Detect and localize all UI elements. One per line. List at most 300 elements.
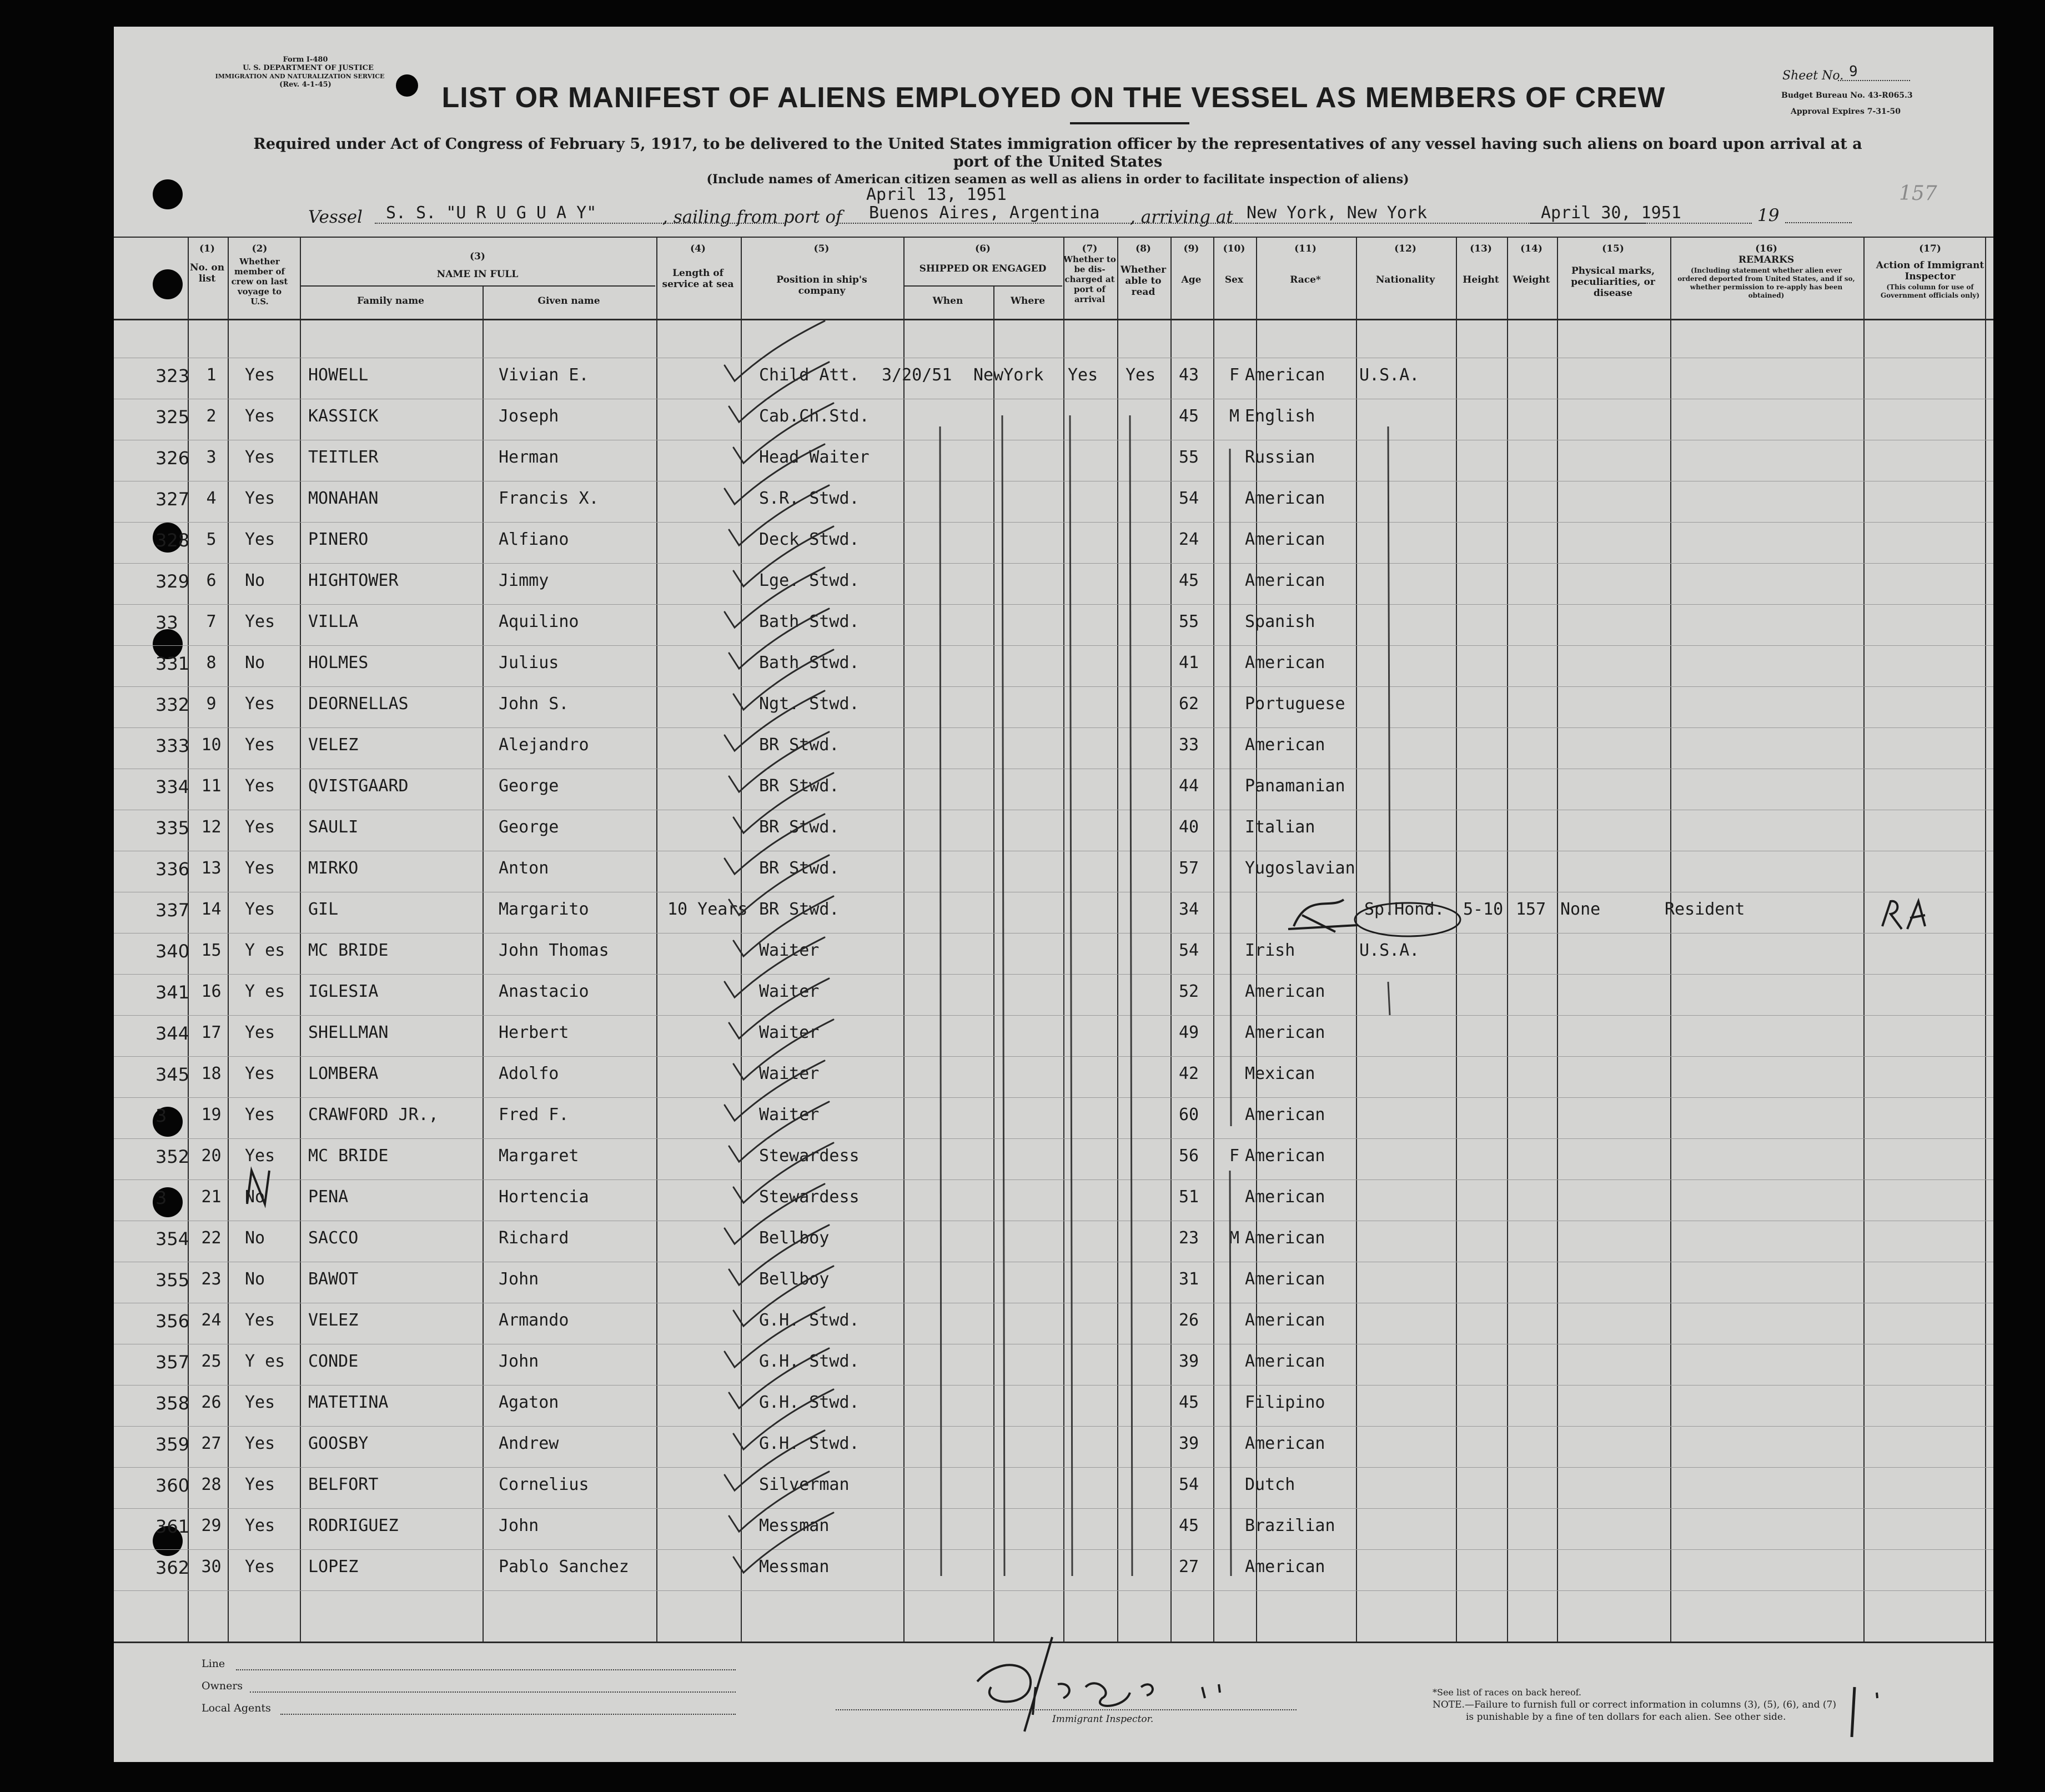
line-number: 356 — [155, 1311, 190, 1332]
cell-no: 28 — [201, 1475, 222, 1494]
line-number: 3 — [155, 1105, 167, 1126]
owners-label: Owners — [202, 1680, 243, 1692]
cell-age: 57 — [1179, 859, 1199, 878]
cell-height: 5-10 — [1463, 900, 1504, 919]
cell-race: American — [1245, 1434, 1325, 1453]
cell-prev: Yes — [245, 1146, 275, 1166]
line-number: 341 — [155, 982, 190, 1003]
cell-prev: Yes — [245, 900, 275, 919]
cell-age: 55 — [1179, 448, 1199, 467]
cell-family: HOWELL — [308, 365, 369, 385]
cell-family: RODRIGUEZ — [308, 1516, 399, 1535]
col14-number: (14) — [1520, 243, 1542, 254]
cell-prev: Yes — [245, 1475, 275, 1494]
cell-race: American — [1245, 1023, 1325, 1042]
cell-no: 16 — [201, 982, 222, 1001]
cell-family: HOLMES — [308, 653, 369, 672]
col11-number: (11) — [1294, 243, 1317, 254]
cell-sex: M — [1229, 406, 1240, 426]
cell-no: 21 — [201, 1187, 222, 1207]
line-number: 33 — [155, 612, 178, 633]
cell-given: Jimmy — [499, 571, 549, 590]
line-underline — [236, 1669, 736, 1670]
cell-no: 10 — [201, 735, 222, 755]
cell-position: Lge. Stwd. — [759, 571, 860, 590]
cell-no: 8 — [206, 653, 217, 672]
cell-prev: Yes — [245, 612, 275, 631]
cell-family: TEITLER — [308, 448, 379, 467]
cell-position: Waiter — [759, 982, 820, 1001]
cell-race: Filipino — [1245, 1393, 1325, 1412]
cell-race: American — [1245, 735, 1325, 755]
line-number: 360 — [155, 1475, 190, 1496]
budget-bureau: Budget Bureau No. 43-R065.3 — [1781, 91, 1913, 100]
cell-position: S.R. Stwd. — [759, 489, 860, 508]
line-number: 331 — [155, 653, 190, 674]
line-number: 323 — [155, 365, 190, 386]
cell-position: G.H. Stwd. — [759, 1393, 860, 1412]
cell-given: Herman — [499, 448, 559, 467]
cell-position: Waiter — [759, 1064, 820, 1083]
cell-no: 12 — [201, 817, 222, 837]
line-number: 327 — [155, 489, 190, 510]
line-number: 336 — [155, 859, 190, 880]
revision: (Rev. 4-1-45) — [279, 81, 331, 89]
cell-given: Agaton — [499, 1393, 559, 1412]
cell-race: American — [1245, 571, 1325, 590]
sheet-number-label: Sheet No. — [1782, 69, 1844, 83]
cell-age: 62 — [1179, 694, 1199, 714]
cell-prev: Yes — [245, 1393, 275, 1412]
cell-race: Yugoslavian — [1245, 859, 1355, 878]
sailing-date: April 13, 1951 — [866, 185, 1007, 204]
cell-family: MC BRIDE — [308, 1146, 389, 1166]
cell-age: 24 — [1179, 530, 1199, 549]
col5-header: Position in ship's company — [776, 274, 867, 297]
cell-family: QVISTGAARD — [308, 776, 409, 796]
col16-number: (16) — [1755, 243, 1777, 254]
cell-position: G.H. Stwd. — [759, 1434, 860, 1453]
agents-underline — [280, 1714, 736, 1715]
cell-given: Margaret — [499, 1146, 579, 1166]
cell-given: Richard — [499, 1228, 569, 1248]
cell-no: 5 — [206, 530, 217, 549]
cell-position: Ngt. Stwd. — [759, 694, 860, 714]
cell-race: English — [1245, 406, 1315, 426]
cell-given: Julius — [499, 653, 559, 672]
arrival-date: April 30, 1951 — [1530, 203, 1752, 224]
cell-race: American — [1245, 530, 1325, 549]
cell-position: Head Waiter — [759, 448, 870, 467]
cell-age: 26 — [1179, 1311, 1199, 1330]
cell-remarks: Resident — [1665, 900, 1745, 919]
cell-given: John Thomas — [499, 941, 609, 960]
cell-prev: No — [245, 1187, 265, 1207]
cell-disch: Yes — [1068, 365, 1098, 385]
col12-header: Nationality — [1375, 274, 1435, 285]
cell-position: Bath Stwd. — [759, 612, 860, 631]
cell-age: 52 — [1179, 982, 1199, 1001]
cell-position: BR Stwd. — [759, 776, 840, 796]
col16-header: REMARKS — [1738, 254, 1795, 265]
col10-number: (10) — [1223, 243, 1245, 254]
cell-race: American — [1245, 1228, 1325, 1248]
col12-number: (12) — [1394, 243, 1416, 254]
cell-position: BR Stwd. — [759, 817, 840, 837]
cell-no: 18 — [201, 1064, 222, 1083]
cell-age: 56 — [1179, 1146, 1199, 1166]
cell-position: Messman — [759, 1516, 830, 1535]
cell-prev: Yes — [245, 406, 275, 426]
cell-given: George — [499, 776, 559, 796]
cell-no: 7 — [206, 612, 217, 631]
fine-note: is punishable by a fine of ten dollars for each alien. See other side. — [1466, 1711, 1786, 1723]
cell-age: 42 — [1179, 1064, 1199, 1083]
page-title: LIST OR MANIFEST OF ALIENS EMPLOYED ON THE VESSEL AS MEMBERS OF CREW — [441, 82, 1666, 114]
cell-race: Mexican — [1245, 1064, 1315, 1083]
cell-position: Waiter — [759, 1105, 820, 1125]
col13-number: (13) — [1470, 243, 1492, 254]
cell-race: Portuguese — [1245, 694, 1345, 714]
col5-number: (5) — [813, 243, 830, 254]
cell-race: American — [1245, 365, 1325, 385]
cell-no: 14 — [201, 900, 222, 919]
cell-age: 54 — [1179, 941, 1199, 960]
line-number: 344 — [155, 1023, 190, 1044]
cell-prev: Yes — [245, 448, 275, 467]
cell-age: 43 — [1179, 365, 1199, 385]
cell-age: 54 — [1179, 1475, 1199, 1494]
cell-race: Irish — [1245, 941, 1295, 960]
cell-no: 27 — [201, 1434, 222, 1453]
cell-nat: U.S.A. — [1359, 941, 1420, 960]
col10-header: Sex — [1224, 274, 1244, 285]
cell-given: John — [499, 1352, 539, 1371]
line-number: 326 — [155, 448, 190, 469]
cell-age: 45 — [1179, 571, 1199, 590]
cell-race: American — [1245, 1269, 1325, 1289]
cell-given: John — [499, 1269, 539, 1289]
cell-family: GIL — [308, 900, 339, 919]
cell-family: VILLA — [308, 612, 359, 631]
cell-prev: Yes — [245, 489, 275, 508]
arriving-label: , arriving at — [1130, 207, 1233, 227]
local-agents-label: Local Agents — [202, 1702, 271, 1714]
cell-prev: Yes — [245, 859, 275, 878]
approval-expires: Approval Expires 7-31-50 — [1791, 107, 1901, 116]
col2-number: (2) — [252, 243, 268, 254]
cell-age: 31 — [1179, 1269, 1199, 1289]
cell-given: John S. — [499, 694, 569, 714]
col3-header: NAME IN FULL — [436, 269, 519, 280]
cell-age: 45 — [1179, 406, 1199, 426]
col16-note: (Including statement whether alien ever ordered deported from United States, and if so, whether permission to re-apply has been obtained) — [1677, 267, 1855, 299]
cell-prev: No — [245, 1269, 265, 1289]
cell-family: SACCO — [308, 1228, 359, 1248]
cell-no: 11 — [201, 776, 222, 796]
col15-number: (15) — [1602, 243, 1624, 254]
col6-number: (6) — [975, 243, 991, 254]
cell-prev: Yes — [245, 365, 275, 385]
cell-prev: Yes — [245, 694, 275, 714]
year-suffix: 19 — [1757, 205, 1780, 225]
required-under-act: Required under Act of Congress of February 5, 1917, to be delivered to the United States immigration officer by the representatives of any vessel having such aliens on board upon arrival at a — [253, 135, 1862, 153]
cell-prev: Yes — [245, 1557, 275, 1577]
sailing-port: Buenos Aires, Argentina — [836, 203, 1258, 224]
col17-header: Action of Immigrant Inspector — [1876, 260, 1984, 282]
line-label: Line — [202, 1658, 225, 1670]
cell-age: 27 — [1179, 1557, 1199, 1577]
cell-sex: M — [1229, 1228, 1240, 1248]
cell-race: Brazilian — [1245, 1516, 1335, 1535]
service-name: IMMIGRATION AND NATURALIZATION SERVICE — [215, 73, 385, 80]
cell-age: 40 — [1179, 817, 1199, 837]
cell-no: 19 — [201, 1105, 222, 1125]
cell-prev: No — [245, 571, 265, 590]
col4-number: (4) — [690, 243, 706, 254]
cell-service: 10 Years — [667, 900, 748, 919]
col13-header: Height — [1463, 274, 1499, 285]
cell-prev: No — [245, 1228, 265, 1248]
cell-given: Francis X. — [499, 489, 599, 508]
cell-position: Stewardess — [759, 1146, 860, 1166]
cell-family: PENA — [308, 1187, 349, 1207]
corner-number: 157 — [1899, 182, 1937, 205]
line-number: 362 — [155, 1557, 190, 1578]
cell-age: 41 — [1179, 653, 1199, 672]
col6-header: SHIPPED OR ENGAGED — [919, 263, 1047, 274]
cell-family: MATETINA — [308, 1393, 389, 1412]
failure-note: NOTE.—Failure to furnish full or correct information in columns (3), (5), (6), and (7) — [1433, 1699, 1836, 1710]
cell-family: PINERO — [308, 530, 369, 549]
cell-given: Fred F. — [499, 1105, 569, 1125]
col9-header: Age — [1181, 274, 1202, 285]
cell-position: BR Stwd. — [759, 900, 840, 919]
cell-given: Armando — [499, 1311, 569, 1330]
cell-prev: Yes — [245, 1516, 275, 1535]
line-number: 355 — [155, 1269, 190, 1291]
cell-nat: U.S.A. — [1359, 365, 1420, 385]
cell-family: BAWOT — [308, 1269, 359, 1289]
cell-sex: F — [1229, 1146, 1240, 1166]
cell-age: 54 — [1179, 489, 1199, 508]
manifest-sheet — [114, 27, 1993, 1762]
cell-family: DEORNELLAS — [308, 694, 409, 714]
cell-family: VELEZ — [308, 735, 359, 755]
vessel-name: S. S. "U R U G U A Y" — [375, 203, 786, 224]
cell-given: Hortencia — [499, 1187, 589, 1207]
cell-prev: Yes — [245, 530, 275, 549]
cell-age: 60 — [1179, 1105, 1199, 1125]
cell-family: CONDE — [308, 1352, 359, 1371]
arriving-port: New York, New York — [1235, 203, 1646, 224]
col2-header: Whether member of crew on last voyage to U.S. — [231, 257, 288, 307]
cell-prev: Yes — [245, 1023, 275, 1042]
col11-header: Race* — [1290, 274, 1321, 285]
cell-age: 39 — [1179, 1434, 1199, 1453]
sheet-number: 9 — [1838, 63, 1910, 81]
cell-race: Italian — [1245, 817, 1315, 837]
cell-family: BELFORT — [308, 1475, 379, 1494]
cell-family: HIGHTOWER — [308, 571, 399, 590]
cell-given: Anastacio — [499, 982, 589, 1001]
cell-marks: None — [1560, 900, 1601, 919]
cell-race: American — [1245, 1146, 1325, 1166]
races-note: *See list of races on back hereof. — [1433, 1687, 1582, 1698]
cell-given: Adolfo — [499, 1064, 559, 1083]
include-note: (Include names of American citizen seamen as well as aliens in order to facilitate inspection of aliens) — [706, 172, 1409, 187]
cell-position: Child Att. — [759, 365, 860, 385]
cell-family: MONAHAN — [308, 489, 379, 508]
sailing-label: , sailing from port of — [662, 207, 842, 227]
cell-no: 1 — [206, 365, 217, 385]
line-number: 335 — [155, 817, 190, 839]
cell-race: Dutch — [1245, 1475, 1295, 1494]
cell-position: Bath Stwd. — [759, 653, 860, 672]
cell-race: American — [1245, 1187, 1325, 1207]
cell-race: American — [1245, 489, 1325, 508]
cell-no: 20 — [201, 1146, 222, 1166]
cell-given: Herbert — [499, 1023, 569, 1042]
cell-no: 29 — [201, 1516, 222, 1535]
cell-given: Vivian E. — [499, 365, 589, 385]
cell-prev: Y es — [245, 1352, 285, 1371]
cell-weight: 157 — [1516, 900, 1546, 919]
cell-given: Aquilino — [499, 612, 579, 631]
cell-position: Waiter — [759, 1023, 820, 1042]
vessel-label: Vessel — [308, 207, 363, 227]
cell-no: 3 — [206, 448, 217, 467]
cell-position: Deck Stwd. — [759, 530, 860, 549]
col14-header: Weight — [1513, 274, 1550, 285]
col17-number: (17) — [1919, 243, 1941, 254]
cell-no: 22 — [201, 1228, 222, 1248]
cell-race: American — [1245, 1352, 1325, 1371]
cell-prev: Yes — [245, 817, 275, 837]
cell-given: Alejandro — [499, 735, 589, 755]
cell-position: Waiter — [759, 941, 820, 960]
col4-header: Length of service at sea — [662, 268, 734, 290]
cell-no: 2 — [206, 406, 217, 426]
line-number: 345 — [155, 1064, 190, 1085]
cell-prev: Yes — [245, 1311, 275, 1330]
cell-family: LOPEZ — [308, 1557, 359, 1577]
cell-position: Stewardess — [759, 1187, 860, 1207]
line-number: 337 — [155, 900, 190, 921]
cell-sex: F — [1229, 365, 1240, 385]
col6b-header: Where — [1010, 295, 1046, 307]
cell-race: American — [1245, 1311, 1325, 1330]
cell-given: Joseph — [499, 406, 559, 426]
cell-position: G.H. Stwd. — [759, 1311, 860, 1330]
col8-number: (8) — [1135, 243, 1151, 254]
line-number: 357 — [155, 1352, 190, 1373]
cell-given: Anton — [499, 859, 549, 878]
inspector-label: Immigrant Inspector. — [1052, 1714, 1154, 1725]
cell-no: 24 — [201, 1311, 222, 1330]
cell-race: American — [1245, 982, 1325, 1001]
line-number: 3 — [155, 1187, 167, 1208]
col3-number: (3) — [470, 251, 485, 262]
cell-no: 6 — [206, 571, 217, 590]
cell-prev: Yes — [245, 776, 275, 796]
cell-position: BR Stwd. — [759, 859, 840, 878]
line-number: 325 — [155, 406, 190, 428]
col3a-header: Family name — [356, 295, 425, 307]
cell-read: Yes — [1125, 365, 1156, 385]
cell-family: SAULI — [308, 817, 359, 837]
cell-prev: No — [245, 653, 265, 672]
line-number: 333 — [155, 735, 190, 756]
cell-family: GOOSBY — [308, 1434, 369, 1453]
line-number: 352 — [155, 1146, 190, 1167]
cell-family: MC BRIDE — [308, 941, 389, 960]
cell-no: 13 — [201, 859, 222, 878]
cell-age: 34 — [1179, 900, 1199, 919]
cell-age: 51 — [1179, 1187, 1199, 1207]
inspector-signature-line — [836, 1709, 1297, 1710]
cell-family: LOMBERA — [308, 1064, 379, 1083]
col7-header: Whether to be dis-charged at port of arrival — [1063, 254, 1116, 304]
cell-no: 26 — [201, 1393, 222, 1412]
cell-prev: Y es — [245, 941, 285, 960]
line-number: 329 — [155, 571, 190, 592]
cell-given: Margarito — [499, 900, 589, 919]
cell-no: 30 — [201, 1557, 222, 1577]
cell-family: KASSICK — [308, 406, 379, 426]
col1-header: No. on list — [189, 262, 225, 284]
line-number: 358 — [155, 1393, 190, 1414]
cell-no: 17 — [201, 1023, 222, 1042]
cell-given: Pablo Sanchez — [499, 1557, 629, 1577]
cell-position: BR Stwd. — [759, 735, 840, 755]
cell-prev: Yes — [245, 1064, 275, 1083]
line-number: 328 — [155, 530, 190, 551]
cell-prev: Yes — [245, 1434, 275, 1453]
col17-note: (This column for use of Government officials only) — [1880, 283, 1980, 299]
cell-no: 15 — [201, 941, 222, 960]
cell-prev: Yes — [245, 735, 275, 755]
cell-age: 49 — [1179, 1023, 1199, 1042]
cell-family: CRAWFORD JR., — [308, 1105, 439, 1125]
col1-number: (1) — [199, 243, 215, 254]
cell-age: 55 — [1179, 612, 1199, 631]
cell-when: 3/20/51 — [882, 365, 952, 385]
owners-underline — [250, 1691, 736, 1693]
line-number: 334 — [155, 776, 190, 797]
cell-age: 33 — [1179, 735, 1199, 755]
line-number: 354 — [155, 1228, 190, 1249]
cell-position: Bellboy — [759, 1228, 830, 1248]
cell-age: 23 — [1179, 1228, 1199, 1248]
cell-given: George — [499, 817, 559, 837]
col6a-header: When — [932, 295, 963, 307]
line-number: 340 — [155, 941, 190, 962]
cell-position: G.H. Stwd. — [759, 1352, 860, 1371]
cell-family: MIRKO — [308, 859, 359, 878]
cell-race: Russian — [1245, 448, 1315, 467]
cell-age: 39 — [1179, 1352, 1199, 1371]
cell-no: 9 — [206, 694, 217, 714]
cell-where: NewYork — [973, 365, 1044, 385]
cell-position: Silverman — [759, 1475, 850, 1494]
cell-age: 45 — [1179, 1516, 1199, 1535]
cell-no: 25 — [201, 1352, 222, 1371]
cell-race: American — [1245, 653, 1325, 672]
line-number: 361 — [155, 1516, 190, 1537]
cell-race: American — [1245, 1557, 1325, 1577]
col15-header: Physical marks, peculiarities, or disease — [1571, 265, 1655, 299]
